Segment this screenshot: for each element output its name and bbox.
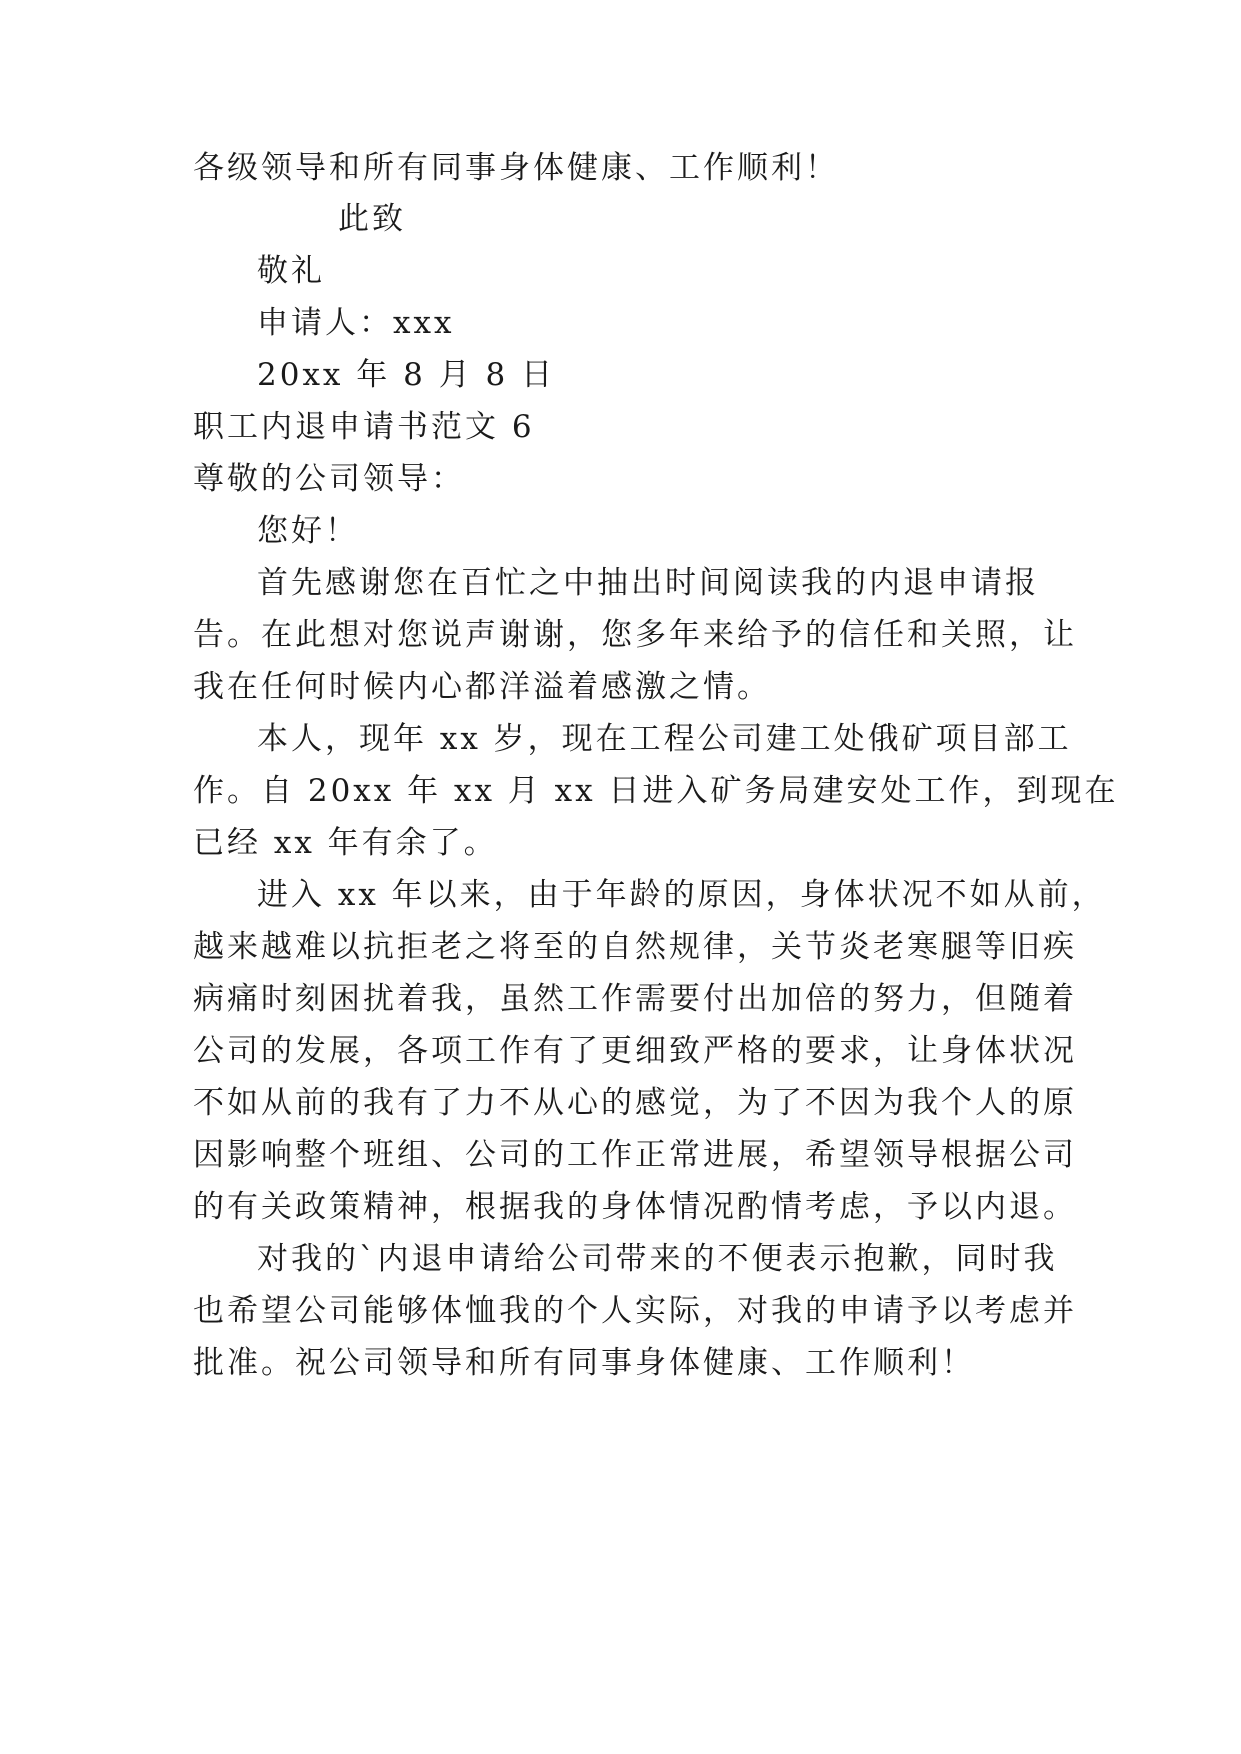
greeting: 您好！ [257, 513, 359, 549]
date-line: 20xx 年 8 月 8 日 [257, 357, 556, 393]
paragraph-line: 对我的`内退申请给公司带来的不便表示抱歉，同时我 [257, 1241, 1058, 1277]
paragraph-line: 不如从前的我有了力不从心的感觉，为了不因为我个人的原 [193, 1085, 1077, 1121]
paragraph-line: 的有关政策精神，根据我的身体情况酌情考虑，予以内退。 [193, 1189, 1077, 1225]
paragraph-line: 也希望公司能够体恤我的个人实际，对我的申请予以考虑并 [193, 1293, 1077, 1329]
paragraph-line: 公司的发展，各项工作有了更细致严格的要求，让身体状况 [193, 1033, 1077, 1069]
paragraph-line: 告。在此想对您说声谢谢，您多年来给予的信任和关照，让 [193, 617, 1077, 653]
addressee: 尊敬的公司领导： [193, 461, 465, 497]
paragraph-line: 本人，现年 xx 岁，现在工程公司建工处俄矿项目部工 [257, 721, 1072, 757]
paragraph-line: 病痛时刻困扰着我，虽然工作需要付出加倍的努力，但随着 [193, 981, 1077, 1017]
paragraph-line: 越来越难以抗拒老之将至的自然规律，关节炎老寒腿等旧疾 [193, 929, 1077, 965]
salutation: 敬礼 [257, 253, 325, 289]
paragraph-line: 首先感谢您在百忙之中抽出时间阅读我的内退申请报 [257, 565, 1039, 601]
paragraph-line: 因影响整个班组、公司的工作正常进展，希望领导根据公司 [193, 1137, 1077, 1173]
paragraph-line: 已经 xx 年有余了。 [193, 825, 498, 861]
paragraph-line: 我在任何时候内心都洋溢着感激之情。 [193, 669, 771, 705]
paragraph-line: 作。自 20xx 年 xx 月 xx 日进入矿务局建安处工作，到现在 [193, 773, 1119, 809]
closing-phrase: 此致 [338, 201, 406, 237]
paragraph-line: 进入 xx 年以来，由于年龄的原因，身体状况不如从前， [257, 877, 1106, 913]
applicant-line: 申请人：xxx [257, 305, 455, 341]
text-line: 各级领导和所有同事身体健康、工作顺利！ [193, 150, 839, 186]
paragraph-line: 批准。祝公司领导和所有同事身体健康、工作顺利！ [193, 1345, 975, 1381]
section-title: 职工内退申请书范文 6 [193, 409, 535, 445]
